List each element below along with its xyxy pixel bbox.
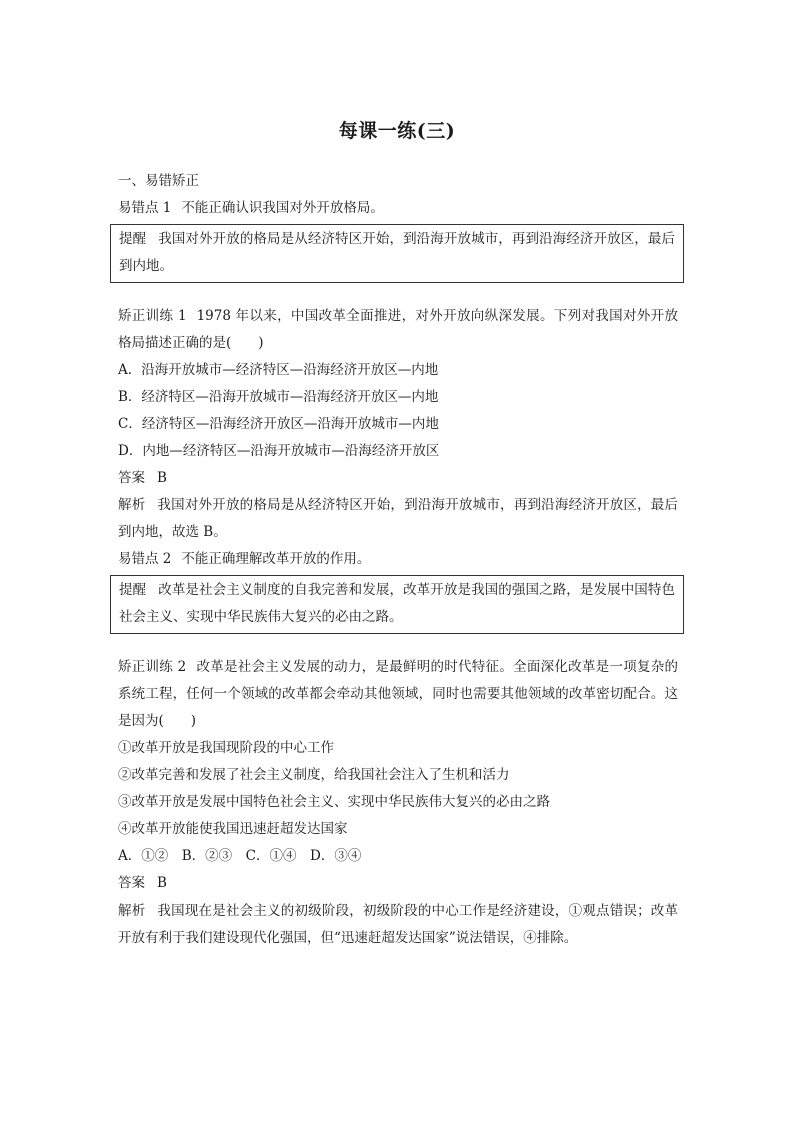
hint-1-text: 我国对外开放的格局是从经济特区开始，到沿海开放城市，再到沿海经济开放区，最后到内地。 <box>119 231 676 274</box>
analysis-2-label: 解析 <box>118 903 146 919</box>
exercise-1-option-d: D．内地—经济特区—沿海开放城市—沿海经济开放区 <box>118 443 440 459</box>
hint-box-2 <box>110 575 684 634</box>
exercise-2-options: A．①② B．②③ C．①④ D．③④ <box>118 848 362 864</box>
exercise-2-statement-1: ①改革开放是我国现阶段的中心工作 <box>118 740 334 756</box>
analysis-1-text: 我国对外开放的格局是从经济特区开始，到沿海开放城市，再到沿海经济开放区，最后到内地，故选 B。 <box>118 497 679 540</box>
answer-1-label: 答案 <box>118 470 145 486</box>
analysis-2-text: 我国现在是社会主义的初级阶段，初级阶段的中心工作是经济建设，①观点错误；改革开放有利于我们建设现代化强国，但“迅速赶超发达国家”说法错误，④排除。 <box>118 903 679 946</box>
exercise-1-option-b: B．经济特区—沿海开放城市—沿海经济开放区—内地 <box>118 389 439 405</box>
answer-1-value: B <box>157 470 167 486</box>
exercise-2-question: 改革是社会主义发展的动力，是最鲜明的时代特征。全面深化改革是一项复杂的系统工程，任何一个领域的改革都会牵动其他领域，同时也需要其他领域的改革密切配合。这是因为( ) <box>118 659 679 729</box>
error-point-2-text: 不能正确理解改革开放的作用。 <box>181 551 371 567</box>
section-heading: 一、易错矫正 <box>118 173 199 189</box>
exercise-1-answer <box>118 465 167 492</box>
answer-2-value: B <box>157 875 167 891</box>
exercise-2-analysis <box>118 898 678 952</box>
exercise-1-option-c: C．经济特区—沿海经济开放区—沿海开放城市—内地 <box>118 416 439 432</box>
error-point-1-label: 易错点 1 <box>118 200 172 216</box>
error-point-2-label: 易错点 2 <box>118 551 172 567</box>
answer-2-label: 答案 <box>118 875 145 891</box>
error-point-2 <box>118 546 370 573</box>
exercise-1-question: 1978 年以来，中国改革全面推进，对外开放向纵深发展。下列对我国对外开放格局描述正确的是( ) <box>118 308 678 351</box>
exercise-1-label: 矫正训练 1 <box>118 308 187 324</box>
analysis-1-label: 解析 <box>118 497 146 513</box>
error-point-1-text: 不能正确认识我国对外开放格局。 <box>181 200 384 216</box>
exercise-2-statement-3: ③改革开放是发展中国特色社会主义、实现中华民族伟大复兴的必由之路 <box>118 794 550 810</box>
exercise-2-statement-2: ②改革完善和发展了社会主义制度，给我国社会注入了生机和活力 <box>118 767 510 783</box>
error-point-1 <box>118 195 384 222</box>
page-title: 每课一练(三) <box>338 120 456 142</box>
hint-2-label: 提醒 <box>119 582 147 598</box>
exercise-2-statement-4: ④改革开放能使我国迅速赶超发达国家 <box>118 821 348 837</box>
exercise-1-option-a: A．沿海开放城市—经济特区—沿海经济开放区—内地 <box>118 362 439 378</box>
exercise-1-analysis <box>118 492 678 546</box>
hint-2-text: 改革是社会主义制度的自我完善和发展，改革开放是我国的强国之路，是发展中国特色社会主义、实现中华民族伟大复兴的必由之路。 <box>119 582 676 625</box>
exercise-1-stem <box>118 303 678 357</box>
hint-1-label: 提醒 <box>119 231 147 247</box>
hint-box-1 <box>110 224 684 283</box>
exercise-2-stem <box>118 654 678 735</box>
exercise-2-label: 矫正训练 2 <box>118 659 187 675</box>
exercise-2-answer <box>118 870 167 897</box>
